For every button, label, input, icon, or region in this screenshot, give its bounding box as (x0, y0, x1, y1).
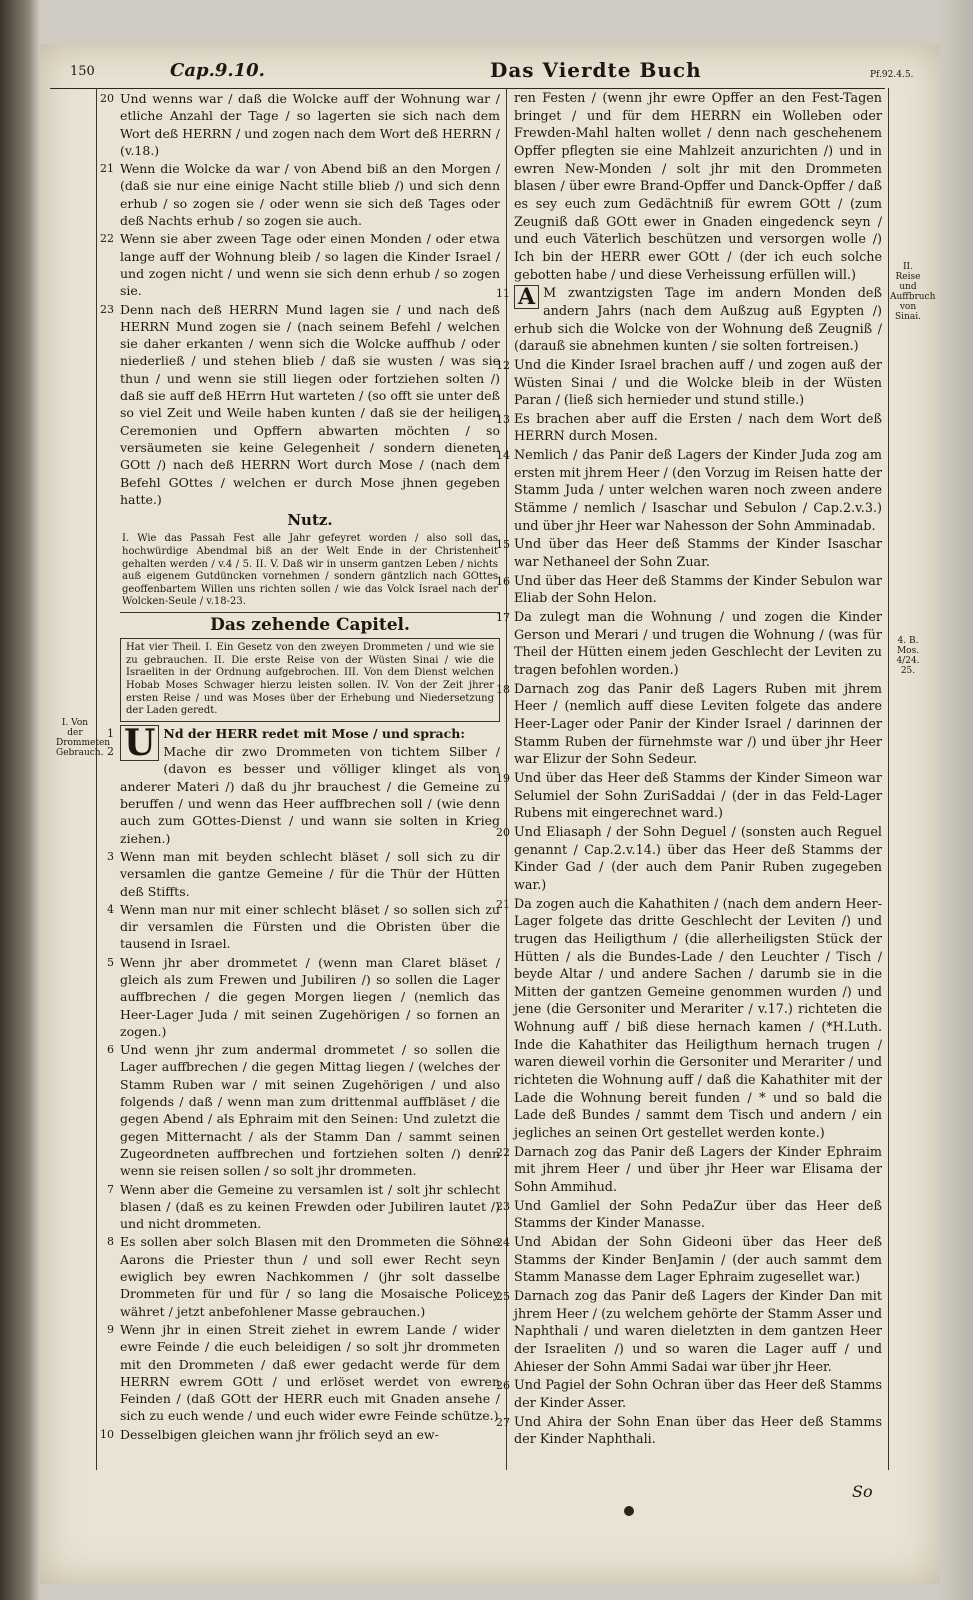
section-rule (120, 612, 500, 613)
verse: 7 Wenn aber die Gemeine zu versamlen ist / solt jhr schlecht blasen / (daß es zu keinen Frewden oder Jubiliren lautet /) und nicht drommeten. (107, 1181, 500, 1232)
verse: 12 Und die Kinder Israel brachen auff / und zogen auß der Wüsten Sinai / und die Wolcke bleib in der Wüsten Paran / (ließ sich hernieder und stund stille.) (496, 357, 882, 409)
verse: 18 Darnach zog das Panir deß Lagers Ruben mit jhrem Heer / (nemlich auff diese Leviten folgete das andere Heer-Lager oder Panir der Kinder Israel / darinnen der Stamm Ruben der fürnehmste war /) und über jhr Heer war Elizur der Sohn Sedeur. (496, 681, 882, 768)
verse: 15 Und über das Heer deß Stamms der Kinder Isaschar war Nethaneel der Sohn Zuar. (496, 537, 882, 571)
book-spine (0, 0, 40, 1600)
page-number: 150 (70, 64, 95, 79)
verse: 26 Und Pagiel der Sohn Ochran über das Heer deß Stamms der Kinder Asser. (496, 1378, 882, 1411)
verse: 22 Darnach zog das Panir deß Lagers der Kinder Ephraim mit jhrem Heer / und über jhr Heer war Elisama der Sohn Ammihud. (496, 1144, 882, 1196)
verse: 3 Wenn man mit beyden schlecht bläset / soll sich zu dir versamlen die gantze Gemeine / für die Thür der Hütten deß Stiffts. (107, 848, 500, 899)
verse: 16 Und über das Heer deß Stamms der Kinder Sebulon war Eliab der Sohn Helon. (496, 573, 882, 607)
top-right-ref: Pf.92.4.5. (870, 70, 914, 80)
drop-cap: U (120, 725, 159, 761)
verse: 17 Da zulegt man die Wohnung / und zogen die Kinder Gerson und Merari / und trugen die Wohnung / (was für Theil der Hütten einem jeden Geschlecht der Leviten zu tragen befohlen worden.) (496, 610, 882, 678)
verse: 8 Es sollen aber solch Blasen mit den Drommeten die Söhne Aarons die Priester thun / und soll ewer Recht seyn ewiglich bey ewren Nachkommen / (jhr solt dasselbe Drommeten für und für / so lang die Mosaische Policey währet / jetzt anbefohlener Masse gebrauchen.) (107, 1234, 500, 1319)
running-head: Das Vierdte Buch (490, 58, 702, 82)
verse: 9 Wenn jhr in einen Streit ziehet in ewrem Lande / wider ewre Feinde / die euch beleidigen / so solt jhr drommeten mit den Drommeten / daß ewer gedacht werde für dem HERRN ewrem GOtt / und erlöset werdet von ewren Feinden / (daß GOtt der HERR euch mit Gnaden ansehe / sich zu euch wende / und euch wider ewre Feinde schütze.) (107, 1321, 500, 1424)
verse: 23 Und Gamliel der Sohn PedaZur über das Heer deß Stamms der Kinder Manasse. (496, 1198, 882, 1232)
verse: 21 Wenn die Wolcke da war / von Abend biß an den Morgen / (daß sie nur eine einige Nacht stille blieb /) und sich denn erhub / so zogen sie / oder wenn sie sich deß Tages oder deß Nachts erhub / so zogen sie auch. (100, 161, 500, 229)
margin-note-ref: 4. B. Mos. 4/24. 25. (896, 636, 920, 676)
page-edge (940, 0, 973, 1600)
right-margin-rule (888, 88, 889, 1470)
ink-blot (624, 1506, 634, 1516)
verse: 20 Und wenns war / daß die Wolcke auff der Wohnung war / etliche Anzahl der Tage / so lagerten sie sich nach dem Wort deß HERRN / und zogen nach dem Wort deß HERRN / (v.18.) (100, 91, 500, 158)
chapter-ref: Cap.9.10. (170, 60, 265, 81)
right-column (496, 90, 882, 1450)
left-column (100, 90, 500, 1444)
verse: 6 Und wenn jhr zum andermal drommetet / so sollen die Lager auffbrechen / die gegen Mittag liegen / (welches der Stamm Ruben war / mit seinen Zugehörigen / und also folgends / daß / wenn man zum drittenmal auffbläset / die gegen Abend / als Ephraim mit den Seinen: Und zuletzt die gegen Mitternacht / als der Stamm Dan / sammt seinen Zugeordneten auffbrechen und fortziehen solten /) denn wenn sie reisen sollen / so solt jhr drommeten. (107, 1042, 500, 1179)
chapter-summary: Hat vier Theil. I. Ein Gesetz von den zweyen Drommeten / und wie sie zu gebrauchen. II. Die erste Reise von der Wüsten Sinai / wie die Israeliten in der Ordnung aufgebrochen. III. Von dem Dienst welchen Hobab Moses Schwager hierzu leisten sollen. IV. Von der Zeit jhrer ersten Reise / und was Moses über der Erhebung und Niedersetzung der Laden geredt. (120, 638, 500, 722)
verse: 25 Darnach zog das Panir deß Lagers der Kinder Dan mit jhrem Heer / (zu welchem gehörte der Stamm Asser und Naphthali / und waren dieletzten in dem gantzen Heer der Israeliten /) und so waren die Lager auff / und Ahieser der Sohn Ammi Sadai war über jhr Heer. (496, 1288, 882, 1375)
verse: 23 Denn nach deß HERRN Mund lagen sie / und nach deß HERRN Mund zogen sie / (nach seinem Befehl / welchen sie daher erkanten / wenn sich die Wolcke auffhub / oder niederließ / und stehen blieb / daß sie wusten / was sie thun / und wenn sie still liegen oder fortziehen solten /) daß sie auff deß HErrn Hut warteten / (so offt sie unter deß so viel Zeit und Weile haben kunten / daß sie der heiligen Ceremonien und Opffern abwarten möchten / so versäumeten sie keine Gelegenheit / sondern dieneten GOtt /) nach deß HERRN Wort durch Mose / (nach dem Befehl GOttes / welchen er durch Mose jhnen gegeben hatte.) (100, 301, 500, 507)
verse: 5 Wenn jhr aber drommetet / (wenn man Claret bläset / gleich als zum Frewen und Jubiliren /) so sollen die Lager auffbrechen / die gegen Morgen liegen / (nemlich das Heer-Lager Juda / mit seinen Zugehörigen / so fornen an zogen.) (107, 954, 500, 1039)
page-header (60, 58, 920, 86)
verse: 24 Und Abidan der Sohn Gideoni über das Heer deß Stamms der Kinder BenJamin / (der auch sammt dem Stamm Manasse dem Lager Ephraim zugesellet war.) (496, 1235, 882, 1286)
verse: 21 Da zogen auch die Kahathiten / (nach dem andern Heer-Lager folgete das dritte Geschlecht der Leviten /) und trugen das Heiligthum / (die allerheiligsten Stück der Hütten / als die Bundes-Lade / den Leuchter / Tisch / beyde Altar / und andere Sachen / darumb sie in die Mitten der gantzen Gemeine genommen wurden /) und jene (die Gersoniter und Merariter / v.17.) richteten die Wohnung auff / biß diese hernach kamen / (*H.Luth. Inde die Kahathiter das Heiligthum hernach trugen / waren dieweil vorhin die Gersoniter und Merariter / und richteten die Wohnung auff / daß die Kahathiter mit der Lade die Wohnung bereit funden / * und so bald die Lade deß Bundes / sammt dem Tisch und andern / ein jegliches an seinen Ort gestellet werden konte.) (496, 896, 882, 1142)
drop-cap: A (514, 285, 539, 309)
verse: 20 Und Eliasaph / der Sohn Deguel / (sonsten auch Reguel genannt / Cap.2.v.14.) über das Heer deß Stamms der Kinder Gad / (der auch dem Panir Ruben zugegeben war.) (496, 824, 882, 893)
verse: 10 Desselbigen gleichen wann jhr frölich seyd an ew- (100, 1426, 439, 1442)
verse: 19 Und über das Heer deß Stamms der Kinder Simeon war Selumiel der Sohn ZuriSaddai / (der in das Feld-Lager Rubens mit eingerechnet ward.) (496, 770, 882, 822)
verse: 4 Wenn man nur mit einer schlecht bläset / so sollen sich zu dir versamlen die Fürsten und die Obristen über die tausend in Israel. (107, 901, 500, 952)
verse: 13 Es brachen aber auff die Ersten / nach dem Wort deß HERRN durch Mosen. (496, 411, 882, 445)
chapter-title: Das zehende Capitel. (210, 614, 410, 635)
left-margin-rule (96, 88, 97, 1470)
nutz-text: I. Wie das Passah Fest alle Jahr gefeyret worden / also soll das hochwürdige Abendmal biß an der Welt Ende in der Christenheit gehalten werden / v.4 / 5. II. V. Daß wir in unserm gantzen Leben / nichts auß eigenem Gutdüncken vornehmen / sondern gäntzlich nach GOttes geoffenbartem Willen uns richten sollen / wie das Volck Israel nach der Wolcken-Seule / v.18-23. (122, 533, 498, 608)
margin-note-drommeten: I. Von der Drommeten Gebrauch. (56, 718, 111, 758)
verse: 11 A M zwantzigsten Tage im andern Monden deß andern Jahrs (nach dem Außzug auß Egypten /) erhub sich die Wolcke von der Wohnung deß Zeugniß / (darauß sie abnehmen kunten / sie solten fortreisen.) (496, 284, 882, 355)
nutz-heading: Nutz. (287, 511, 333, 530)
verse: 22 Wenn sie aber zween Tage oder einen Monden / oder etwa lange auff der Wohnung bleib / so lagen die Kinder Israel / und zogen nicht / und wenn sie sich denn erhub / so zogen sie. (100, 231, 500, 299)
verse: 2 Mache dir zwo Drommeten von tichtem Silber / (davon es besser und völliger klinget als von anderer Materi /) daß du jhr brauchest / die Gemeine zu beruffen / und wenn das Heer auffbrechen soll / (wie denn auch zum GOttes-Dienst / und wann sie solten in Krieg ziehen.) (107, 744, 500, 846)
catchword: So (852, 1482, 873, 1501)
verse: 14 Nemlich / das Panir deß Lagers der Kinder Juda zog am ersten mit jhrem Heer / (den Vorzug im Reisen hatte der Stamm Juda / unter welchen waren noch zween andere Stämme / nemlich / Isaschar und Sebulon / Cap.2.v.3.) und über jhr Heer war Nahesson der Sohn Amminadab. (496, 448, 882, 534)
verse: ren Festen / (wenn jhr ewre Opffer an den Fest-Tagen bringet / und für dem HERRN ein Wolleben oder Frewden-Mahl halten wollet / denn nach geschehenem Opffer pflegten sie eine Mahlzeit anzurichten /) und in ewren New-Monden / solt jhr mit den Drommeten blasen / über ewre Brand-Opffer und Danck-Opffer / daß es sey euch zum Gedächtniß für ewrem GOtt / (zum Zeugniß daß GOtt ewer in Gnaden eingedenck seyn / und euch Väterlich beschützen und versorgen wolle /) Ich bin der HERR ewer GOtt / (der ich euch solche gebotten habe / und diese Verheissung erfüllen will.) (514, 91, 882, 283)
verse: 1 U Nd der HERR redet mit Mose / und sprach: (107, 721, 465, 764)
margin-note-reise: II. Reise und Auffbruch von Sinai. (890, 262, 936, 322)
verse: 27 Und Ahira der Sohn Enan über das Heer deß Stamms der Kinder Naphthali. (496, 1414, 882, 1448)
header-rule (50, 88, 885, 89)
